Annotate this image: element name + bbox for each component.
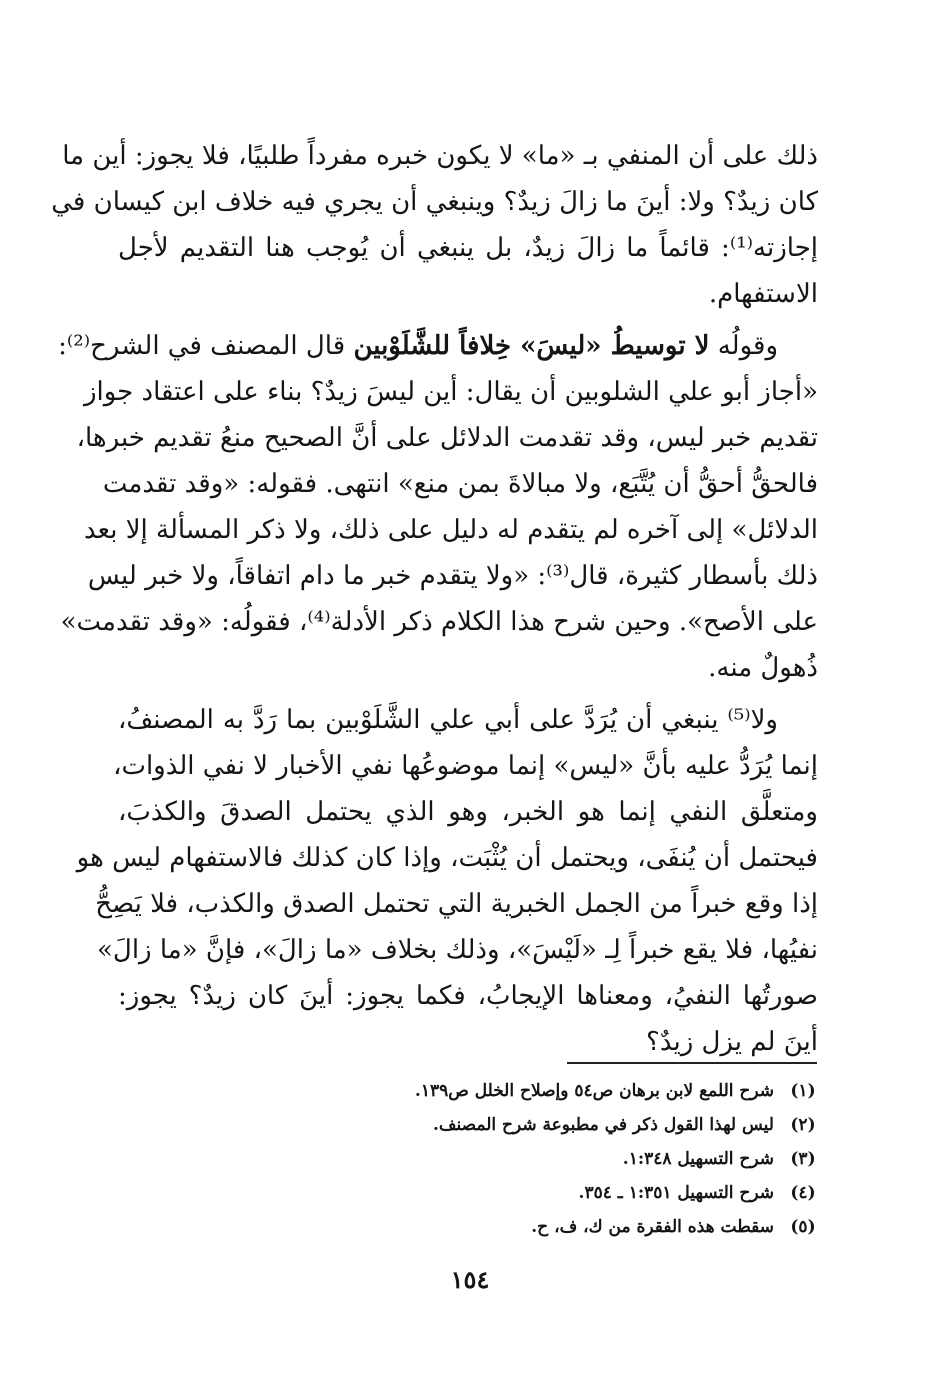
footnote-text: شرح التسهيل ١:٣٤٨. — [622, 1149, 774, 1169]
body-line-heading — [58, 326, 778, 374]
body-line: ذلك بأسطار كثيرة، قال⁽³⁾: «ولا يتقدم خبر ما دام اتفاقاً، ولا خبر ليس — [87, 561, 818, 591]
body-line: فالحقُّ أحقُّ أن يُتَّبَع، ولا مبالاةَ بمن منع» انتهى. فقوله: «وقد تقدمت — [102, 469, 818, 499]
body-line: ومتعلَّق النفي إنما هو الخبر، وهو الذي يحتمل الصدقَ والكذبَ، — [118, 797, 818, 827]
body-line: أينَ لم يزل زيدٌ؟ — [646, 1027, 818, 1057]
page-number: ١٥٤ — [450, 1265, 490, 1294]
footnote-text: شرح اللمع لابن برهان ص٥٤ وإصلاح الخلل ص١٣٩. — [414, 1081, 774, 1101]
footnote-separator — [567, 1062, 817, 1064]
body-line: كان زيدٌ؟ ولا: أينَ ما زالَ زيدٌ؟ وينبغي أن يجري فيه خلاف ابن كيسان في — [51, 187, 818, 217]
body-text: قال المصنف في الشرح⁽²⁾: — [58, 331, 346, 361]
body-line: الدلائل» إلى آخره لم يتقدم له دليل على ذلك، ولا ذكر المسألة إلا بعد — [84, 515, 818, 545]
body-line: فيحتمل أن يُنفَى، ويحتمل أن يُثْبَت، وإذا كان كذلك فالاستفهام ليس هو — [76, 843, 818, 873]
body-text: وقولُه — [717, 331, 778, 361]
footnote-text: ليس لهذا القول ذكر في مطبوعة شرح المصنف. — [433, 1115, 774, 1135]
body-line: «أجاز أبو علي الشلوبين أن يقال: أين ليسَ زيدٌ؟ بناء على اعتقاد جواز — [83, 377, 818, 407]
body-line: الاستفهام. — [708, 279, 818, 309]
footnote — [118, 1212, 818, 1244]
body-line: إجازته⁽¹⁾: قائماً ما زالَ زيدٌ، بل ينبغي أن يُوجب هنا التقديم لأجل — [118, 233, 818, 263]
footnote-number: (٥) — [790, 1217, 816, 1237]
footnote-number: (٢) — [790, 1115, 816, 1135]
footnote-number: (٤) — [790, 1183, 816, 1203]
footnote-number: (١) — [790, 1081, 816, 1101]
body-line: ولا⁽⁵⁾ ينبغي أن يُرَدَّ على أبي علي الشَّلَوْبين بما رَدَّ به المصنفُ، — [118, 705, 778, 735]
footnote-number: (٣) — [790, 1149, 816, 1169]
body-line: إنما يُرَدُّ عليه بأنَّ «ليس» إنما موضوعُها نفي الأخبار لا نفي الذوات، — [113, 751, 818, 781]
footnote — [118, 1110, 818, 1142]
footnote — [118, 1076, 818, 1108]
body-line: تقديم خبر ليس، وقد تقدمت الدلائل على أنَّ الصحيح منعُ تقديم خبرها، — [76, 423, 818, 453]
footnote — [118, 1144, 818, 1176]
body-line: على الأصح». وحين شرح هذا الكلام ذكر الأدلة⁽⁴⁾، فقولُه: «وقد تقدمت» — [60, 607, 818, 637]
body-line: نفيُها، فلا يقع خبراً لِـ «لَيْسَ»، وذلك بخلاف «ما زالَ»، فإنَّ «ما زالَ» — [97, 935, 818, 965]
quoted-phrase: لا توسيطُ «ليسَ» خِلافاً للشَّلَوْبين — [353, 331, 710, 361]
body-line: إذا وقع خبراً من الجمل الخبرية التي تحتمل الصدق والكذب، فلا يَصِحُّ — [95, 889, 818, 919]
footnote-text: شرح التسهيل ١:٣٥١ ـ ٣٥٤. — [578, 1183, 774, 1203]
footnote — [118, 1178, 818, 1210]
body-line: صورتُها النفيُ، ومعناها الإيجابُ، فكما يجوز: أينَ كان زيدٌ؟ يجوز: — [118, 981, 818, 1011]
footnote-text: سقطت هذه الفقرة من ك، ف، ح. — [531, 1217, 774, 1237]
body-line: ذلك على أن المنفي بـ «ما» لا يكون خبره مفرداً طلبيًا، فلا يجوز: أين ما — [62, 141, 818, 171]
body-line: ذُهولٌ منه. — [708, 653, 818, 683]
